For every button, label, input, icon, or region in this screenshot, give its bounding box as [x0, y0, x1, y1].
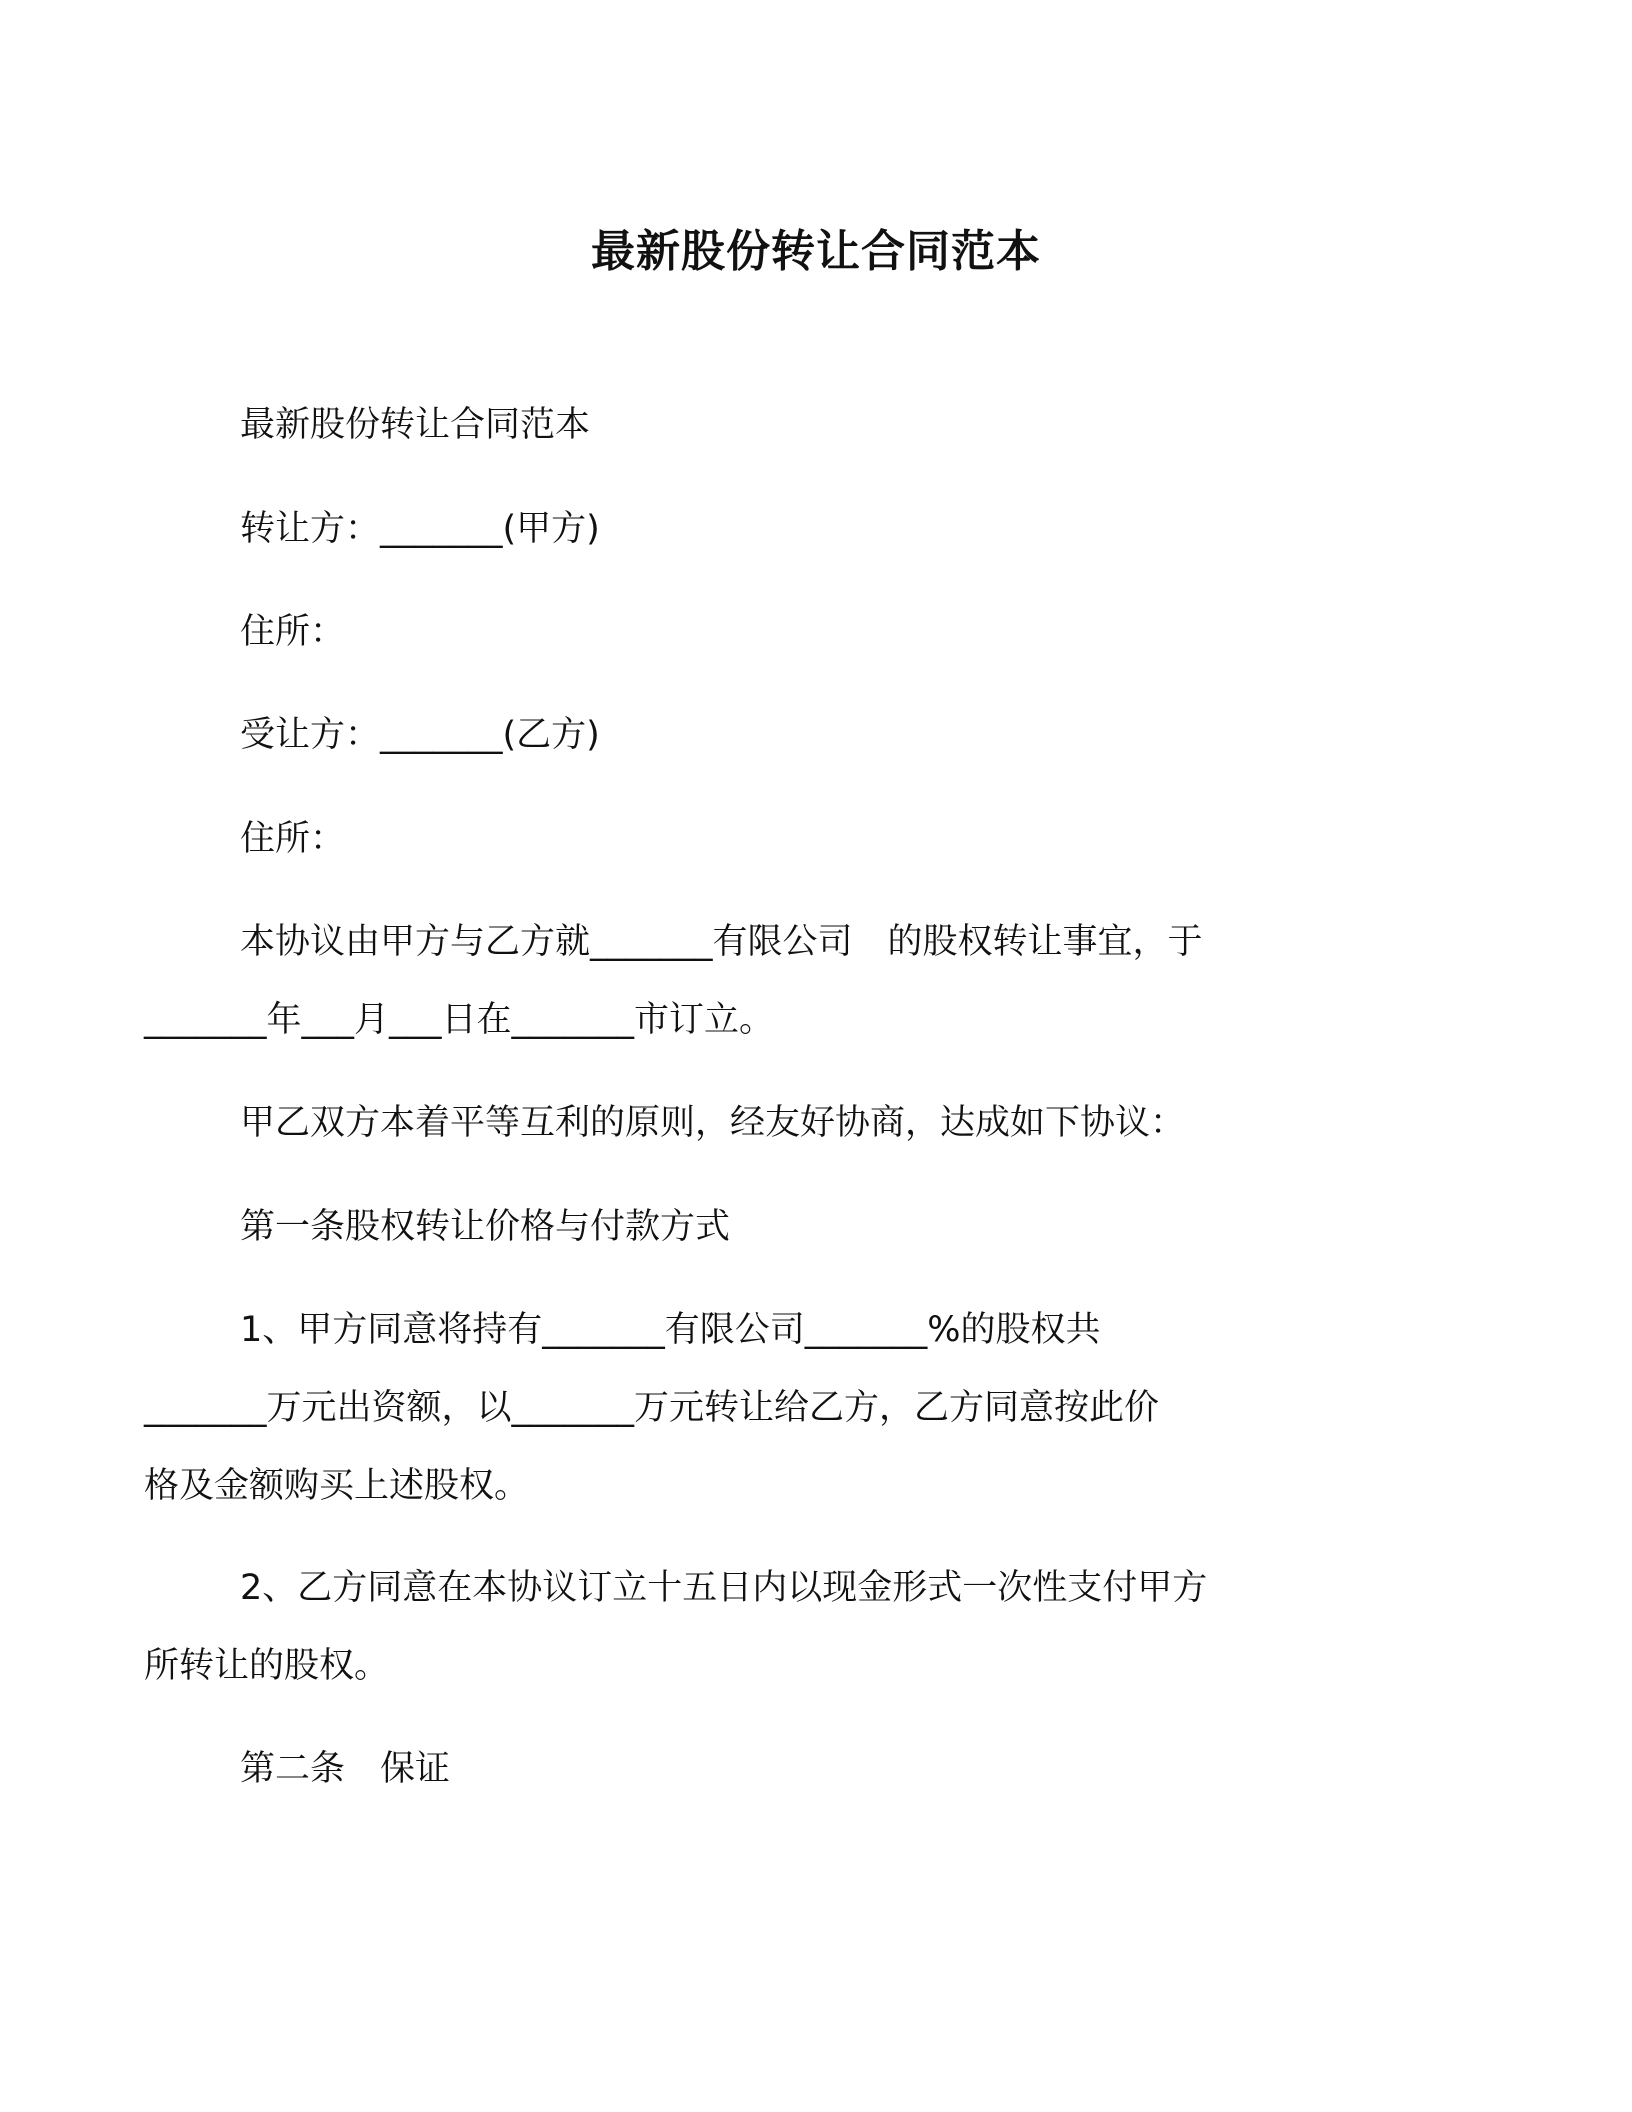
paragraph-clause-1: 1、甲方同意将持有_______有限公司_______%的股权共 _______万元出资额，以_______万元转让给乙方，乙方同意按此价 格及金额购买上述股权。	[144, 1310, 1160, 1506]
paragraph-transferee-address: 住所：	[240, 819, 346, 859]
paragraph-subtitle: 最新股份转让合同范本	[240, 405, 591, 445]
paragraph-agreement-intro: 本协议由甲方与乙方就_______有限公司 的股权转让事宜，于 _______年___月___日在_______市订立。	[144, 922, 1203, 1040]
paragraph-clause-2: 2、乙方同意在本协议订立十五日内以现金形式一次性支付甲方 所转让的股权。	[144, 1568, 1208, 1686]
paragraph-transferee: 受让方：_______(乙方)	[240, 715, 600, 755]
paragraph-principle: 甲乙双方本着平等互利的原则，经友好协商，达成如下协议：	[240, 1103, 1186, 1143]
paragraph-article-one-heading: 第一条股权转让价格与付款方式	[240, 1207, 731, 1247]
paragraph-article-two-heading: 第二条 保证	[240, 1749, 451, 1789]
paragraph-transferor: 转让方：_______(甲方)	[240, 509, 600, 549]
document-title: 最新股份转让合同范本	[591, 226, 1041, 277]
paragraph-transferor-address: 住所：	[240, 612, 346, 652]
